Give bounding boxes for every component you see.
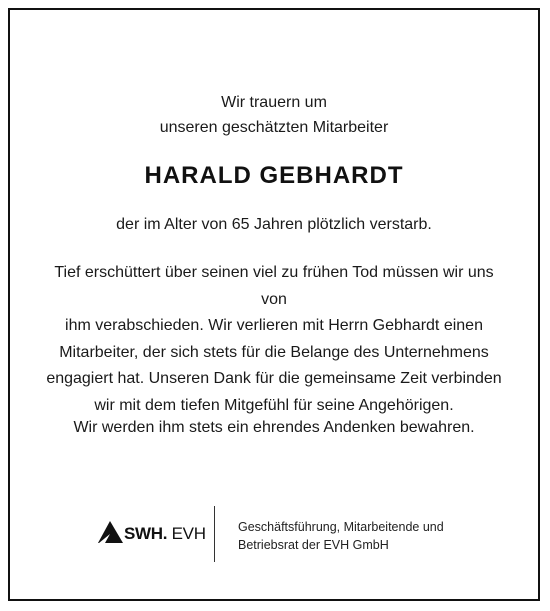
closing-line: Wir werden ihm stets ein ehrendes Andenken bewahren. bbox=[73, 419, 475, 436]
body-line: wir mit dem tiefen Mitgefühl für seine Angehörigen. bbox=[94, 396, 454, 414]
body-line: ihm verabschieden. Wir verlieren mit Herrn Gebhardt einen bbox=[65, 317, 483, 334]
intro-line-1: Wir trauern um bbox=[221, 94, 327, 111]
signatory-line-2: Betriebsrat der EVH GmbH bbox=[238, 538, 389, 552]
body-line: Tief erschüttert über seinen viel zu frühen Tod müssen wir uns von bbox=[54, 264, 494, 308]
body-paragraph bbox=[10, 260, 538, 419]
intro-line-2: unseren geschätzten Mitarbeiter bbox=[159, 119, 389, 136]
deceased-name: HARALD GEBHARDT bbox=[144, 162, 404, 189]
body-line: Mitarbeiter, der sich stets für die Belange des Unternehmens bbox=[59, 343, 489, 361]
triangle-mark-icon bbox=[97, 520, 123, 544]
divider bbox=[214, 506, 215, 562]
logo-wordmark bbox=[124, 524, 206, 544]
intro-text bbox=[10, 90, 538, 140]
logo-bold-text: SWH. bbox=[124, 524, 168, 543]
signatory bbox=[238, 518, 444, 554]
footer bbox=[10, 506, 538, 566]
body-line: engagiert hat. Unseren Dank für die gemeinsame Zeit verbinden bbox=[46, 370, 502, 387]
logo-light-text: EVH bbox=[171, 524, 206, 543]
signatory-line-1: Geschäftsführung, Mitarbeitende und bbox=[238, 520, 444, 534]
age-line: der im Alter von 65 Jahren plötzlich verstarb. bbox=[116, 216, 432, 233]
obituary-notice bbox=[8, 8, 540, 601]
